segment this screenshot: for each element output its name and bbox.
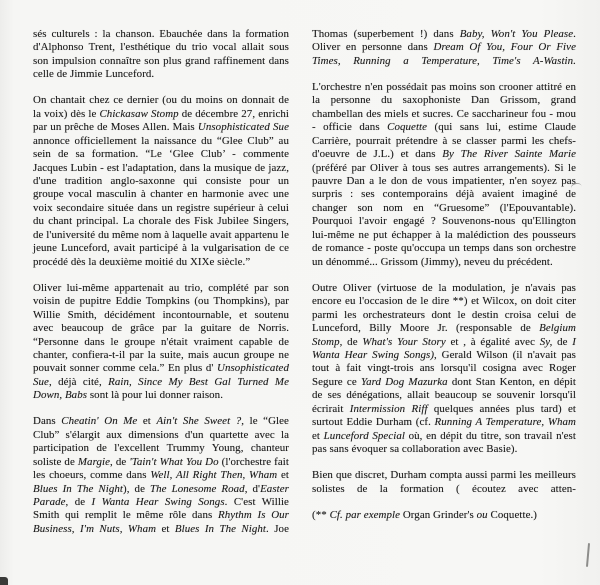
italic-text-segment: Unsophisticated Sue — [33, 362, 289, 388]
text-segment: dont Stan Kenton, en dépit de ses dénégations, allait beaucoup se souvenir lorsqu'il écrirait — [312, 375, 576, 415]
italic-text-segment: Margie — [77, 455, 111, 468]
footnote — [312, 509, 576, 522]
scan-artifact-curl — [570, 182, 583, 194]
text-segment: . Joe — [266, 522, 289, 535]
text-segment: de décembre 27, enrichi par un prêche de Moses Allen. Mais — [33, 107, 289, 134]
text-segment: sont là pour lui donner raison. — [87, 389, 223, 402]
paragraph — [33, 415, 289, 536]
paragraph — [312, 28, 576, 68]
italic-text-segment: Blues In The Night — [33, 482, 124, 495]
text-segment: Organ Grinder's — [400, 508, 477, 521]
italic-text-segment: Chickasaw Stomp — [99, 107, 179, 120]
paragraph — [312, 469, 576, 496]
scan-artifact-corner — [0, 577, 8, 585]
italic-text-segment: Intermission Riff — [349, 402, 428, 415]
text-segment: sés culturels : la chanson. Ebauchée dans la formation d'Alphonso Trent, l'esthétique du trio vocal allait sous son impulsion connaître son plus grand raffinement dans celle de Jimmie Lunceford. — [33, 28, 289, 81]
italic-text-segment: What's Your Story — [362, 335, 446, 348]
italic-text-segment: Sy, — [539, 335, 553, 348]
text-segment: et — [156, 522, 175, 535]
text-segment: , Gerald Wilson (il n'avait pas tout à fait vingt-trois ans lorsqu'il cosigna avec Roger Segure ce — [312, 348, 576, 388]
italic-text-segment: Coquette — [387, 121, 428, 134]
text-segment: , déjà cité, — [48, 375, 109, 388]
scan-artifact-streak — [586, 543, 590, 567]
text-segment: ), de — [123, 482, 150, 495]
italic-text-segment: Cf. par exemple — [329, 508, 401, 521]
italic-text-segment: Running A Temperature, Wham — [434, 416, 577, 429]
text-segment: de — [342, 335, 363, 348]
text-segment: , le “Glee Club” s'élargit aux dimensions d'un quartette avec la participation de l'excellent Trummy Young, chanteur soliste de — [33, 415, 289, 468]
italic-text-segment: Yard Dog Mazurka — [360, 375, 448, 388]
text-segment: Thomas (superbement !) dans — [312, 28, 460, 40]
text-segment: de — [552, 335, 573, 348]
text-segment: (qui sans lui, estime Claude Carrière, pourrait prétendre à se classer parmi les chefs-d'oeuvre de J.L.) et dans — [312, 121, 576, 161]
text-segment: Dans — [33, 415, 62, 428]
italic-text-segment: Dream Of You, Four Or Five Times, Running a Temperature, Time's A-Wastin. — [312, 41, 576, 67]
italic-text-segment: Baby, Won't You Please — [459, 28, 574, 40]
paragraph — [33, 94, 289, 269]
text-segment: Oliver lui-même appartenait au trio, complété par son voisin de pupitre Eddie Tompkins (ou Thompkins), par Willie Smith, décidément incontournable, et soutenu avec beaucoup de grâce par la guitare de Norris. “Personne dans le groupe n'était vraiment capable de chanter, confiera-t-il par la suite, mais aucun groupe ne pouvait sonner comme cela.” En plus d' — [33, 281, 289, 375]
paragraph — [312, 81, 576, 269]
text-segment: , de — [65, 496, 92, 508]
italic-text-segment: Well, All Right Then, Wham — [150, 469, 278, 482]
text-segment: (** — [312, 508, 330, 521]
italic-text-segment: Blues In The Night — [174, 522, 267, 535]
text-segment: et — [277, 469, 289, 482]
italic-text-segment: Cheatin' On Me — [61, 415, 138, 428]
italic-text-segment: Unsophisticated Sue — [197, 121, 289, 134]
right-column — [312, 28, 576, 534]
text-segment: et — [137, 415, 157, 428]
text-segment: Outre Oliver (virtuose de la modulation, je n'avais pas encore eu l'occasion de le dire **) et Wilcox, on doit citer parmi les orchestrateurs dont le destin croisa celui de Lunceford, Billy Moore Jr. (responsable de — [312, 281, 576, 335]
text-segment: Coquette.) — [487, 508, 537, 521]
text-segment: (l'orchestre fait les choeurs, comme dans — [33, 455, 290, 482]
italic-text-segment: The Lonesome Road — [150, 482, 245, 495]
text-segment: , d' — [244, 482, 261, 495]
text-segment: . Oliver en personne dans — [312, 28, 576, 54]
text-segment: annonce officiellement la naissance du “Glee Club” au sein de sa formation. “Le ‘Glee Club’ - commente Jacques Lubin - est l'adaptation, dans la musique de jazz, d'une tradition anglo-saxonne qui consiste pour un groupe vocal masculin à chanter en harmonie avec une voix secondaire située dans un registre supérieur à celui du chant principal. La chorale des Fisk Jubilee Singers, de l'université du même nom à laquelle avait appartenu le jeune Lunceford, avait participé à la vulgarisation de ce procédé dès la deuxième moitié du XIXe siècle.” — [33, 134, 289, 268]
italic-text-segment: I Wanta Hear Swing Songs — [91, 496, 225, 508]
italic-text-segment: Rain, Since My Best Gal Turned Me Down, Babs — [33, 375, 289, 402]
italic-text-segment: I Wanta Hear Swing Songs) — [312, 335, 576, 361]
text-segment: quelques années plus tard) et surtout Eddie Durham (cf. — [312, 402, 577, 429]
italic-text-segment: By The River Sainte Marie — [442, 148, 576, 161]
text-segment: Bien que discret, Durham compta aussi parmi les meilleurs solistes de la formation ( écoutez avec atten- — [312, 469, 576, 495]
text-segment: (préféré par Oliver à tous ses autres arrangements). Si le pauvre Dan a le don de vous impatienter, n'en soyez pas surpris : ses contemporains déjà avaient imaginé de changer son nom en “Gruesome” (l'Epouvantable). Pourquoi l'avoir engagé ? Souvenons-nous qu'Ellington lui-même ne put échapper à la malédiction des pousseurs de romance - poste qu'occupa un temps dans son orchestre un dénommé... Grissom (Jimmy), neveu du précédent. — [312, 161, 576, 268]
italic-text-segment: 'Tain't What You Do — [129, 455, 219, 468]
paragraph — [33, 28, 289, 82]
text-segment: et , à égalité avec — [445, 335, 540, 348]
italic-text-segment: Rhythm Is Our Business, I'm Nuts, Wham — [33, 509, 290, 535]
text-segment: On chantait chez ce dernier (ou du moins on donnait de la voix) dès le — [33, 94, 289, 120]
paragraph — [312, 282, 576, 457]
italic-text-segment: Lunceford Special — [323, 429, 405, 442]
text-segment: L'orchestre n'en possédait pas moins son crooner attitré en la personne du saxophoniste Dan Grissom, grand chambellan des miels et sucres. Ce saccharineur fou - mou - officie dans — [312, 80, 576, 134]
italic-text-segment: Easter Parade — [33, 482, 289, 508]
left-column — [33, 28, 289, 549]
italic-text-segment: Ain't She Sweet ? — [156, 415, 242, 428]
text-segment: . C'est Willie Smith qui remplit le même rôle dans — [33, 496, 289, 522]
text-segment: où, en dépit du titre, son travail n'est pas sans évoquer sa collaboration avec Basie). — [312, 429, 576, 456]
paragraph — [33, 282, 289, 403]
italic-text-segment: Belgium Stomp, — [312, 322, 576, 348]
text-segment: , de — [110, 455, 130, 468]
text-segment: et — [312, 429, 324, 442]
italic-text-segment: ou — [476, 508, 488, 521]
